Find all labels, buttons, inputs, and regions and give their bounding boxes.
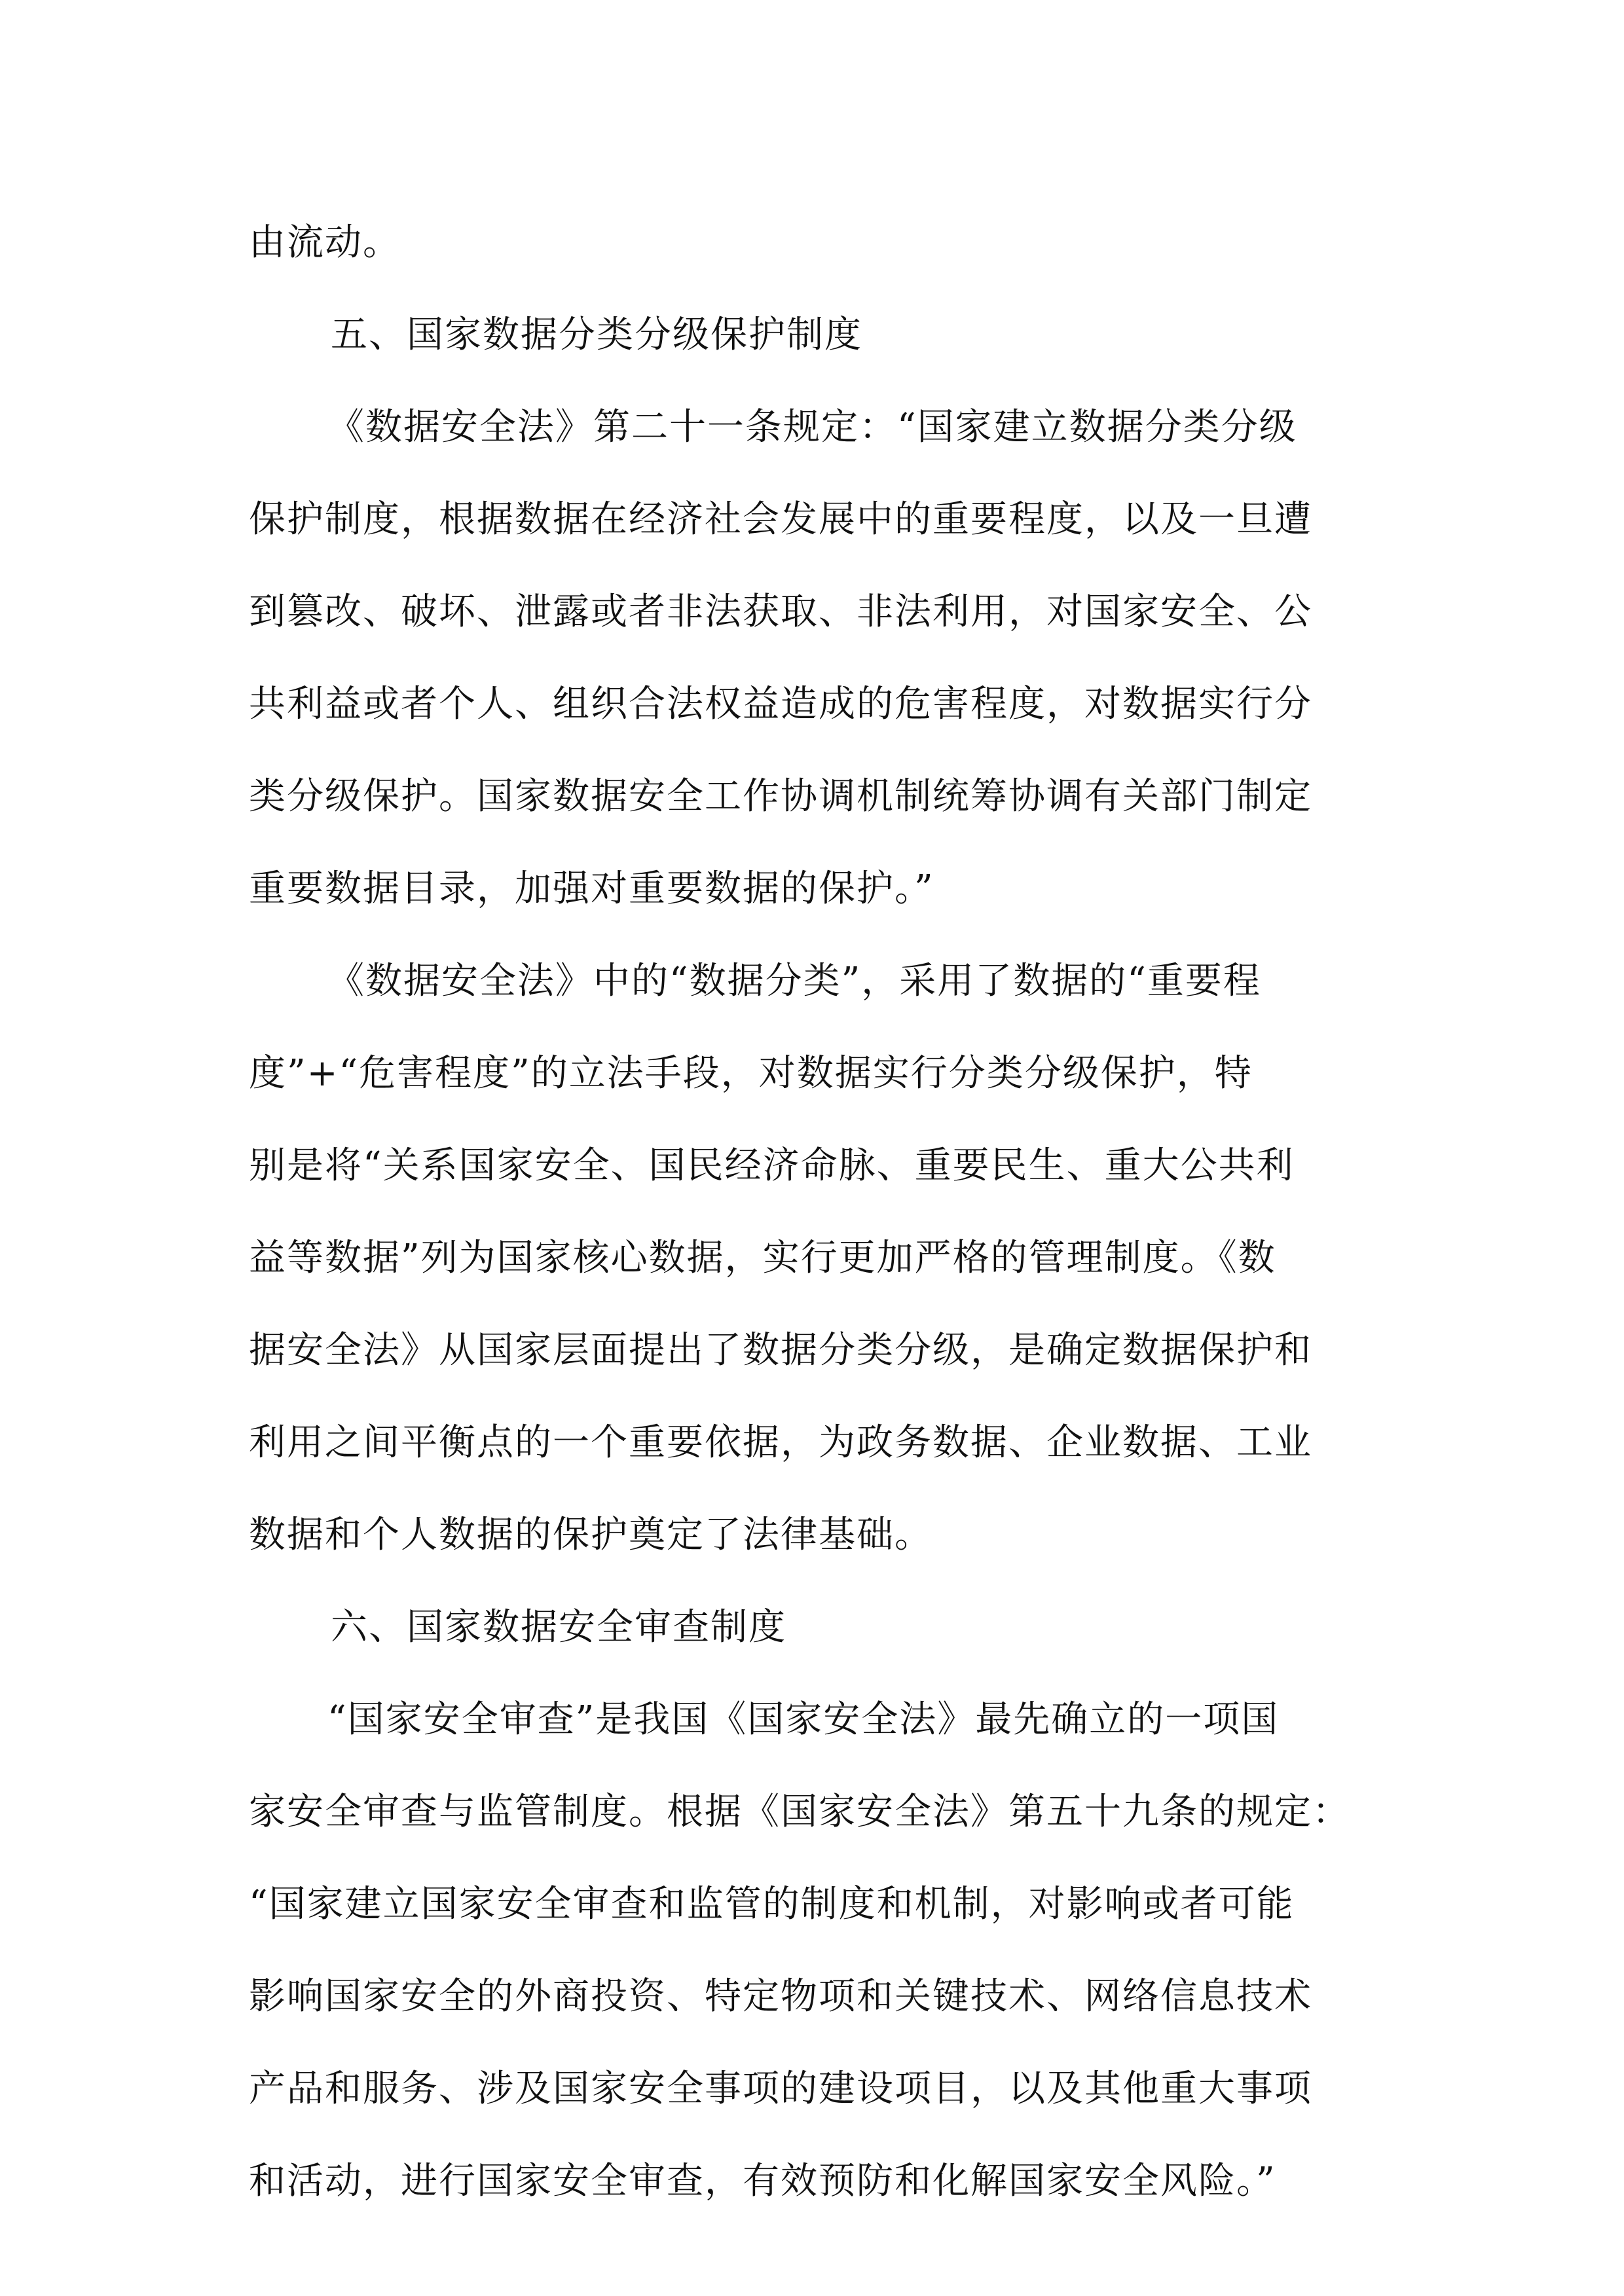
paragraph-line: 家安全审查与监管制度。根据《国家安全法》第五十九条的规定： <box>249 1791 1350 1833</box>
paragraph-line: 保护制度，根据数据在经济社会发展中的重要程度，以及一旦遭 <box>249 498 1312 541</box>
paragraph-line: 别是将“关系国家安全、国民经济命脉、重要民生、重大公共利 <box>249 1144 1295 1187</box>
paragraph-line: 共利益或者个人、组织合法权益造成的危害程度，对数据实行分 <box>249 683 1312 725</box>
section-heading-6: 六、国家数据安全审查制度 <box>331 1606 786 1649</box>
paragraph-line: 据安全法》从国家层面提出了数据分类分级，是确定数据保护和 <box>249 1329 1312 1372</box>
paragraph-line: 《数据安全法》中的“数据分类”，采用了数据的“重要程 <box>327 960 1261 1002</box>
paragraph-line: 度”+“危害程度”的立法手段，对数据实行分类分级保护，特 <box>249 1052 1253 1095</box>
paragraph-line: 《数据安全法》第二十一条规定：“国家建立数据分类分级 <box>327 406 1297 448</box>
paragraph-line: “国家安全审查”是我国《国家安全法》最先确立的一项国 <box>327 1698 1280 1741</box>
paragraph-line: 利用之间平衡点的一个重要依据，为政务数据、企业数据、工业 <box>249 1421 1312 1464</box>
paragraph-line: “国家建立国家安全审查和监管的制度和机制，对影响或者可能 <box>249 1883 1295 1925</box>
paragraph-line: 和活动，进行国家安全审查，有效预防和化解国家安全风险。” <box>249 2160 1276 2202</box>
paragraph-line: 数据和个人数据的保护奠定了法律基础。 <box>249 1514 932 1556</box>
document-body <box>249 196 1388 2227</box>
paragraph-line: 类分级保护。国家数据安全工作协调机制统筹协调有关部门制定 <box>249 775 1312 818</box>
paragraph-line: 影响国家安全的外商投资、特定物项和关键技术、网络信息技术 <box>249 1975 1312 2018</box>
paragraph-line: 产品和服务、涉及国家安全事项的建设项目，以及其他重大事项 <box>249 2068 1312 2110</box>
paragraph-line: 重要数据目录，加强对重要数据的保护。” <box>249 867 934 910</box>
paragraph-line: 益等数据”列为国家核心数据，实行更加严格的管理制度。《数 <box>249 1237 1276 1279</box>
paragraph-line: 由流动。 <box>249 221 401 264</box>
paragraph-line: 到篡改、破坏、泄露或者非法获取、非法利用，对国家安全、公 <box>249 591 1312 633</box>
section-heading-5: 五、国家数据分类分级保护制度 <box>331 314 862 356</box>
